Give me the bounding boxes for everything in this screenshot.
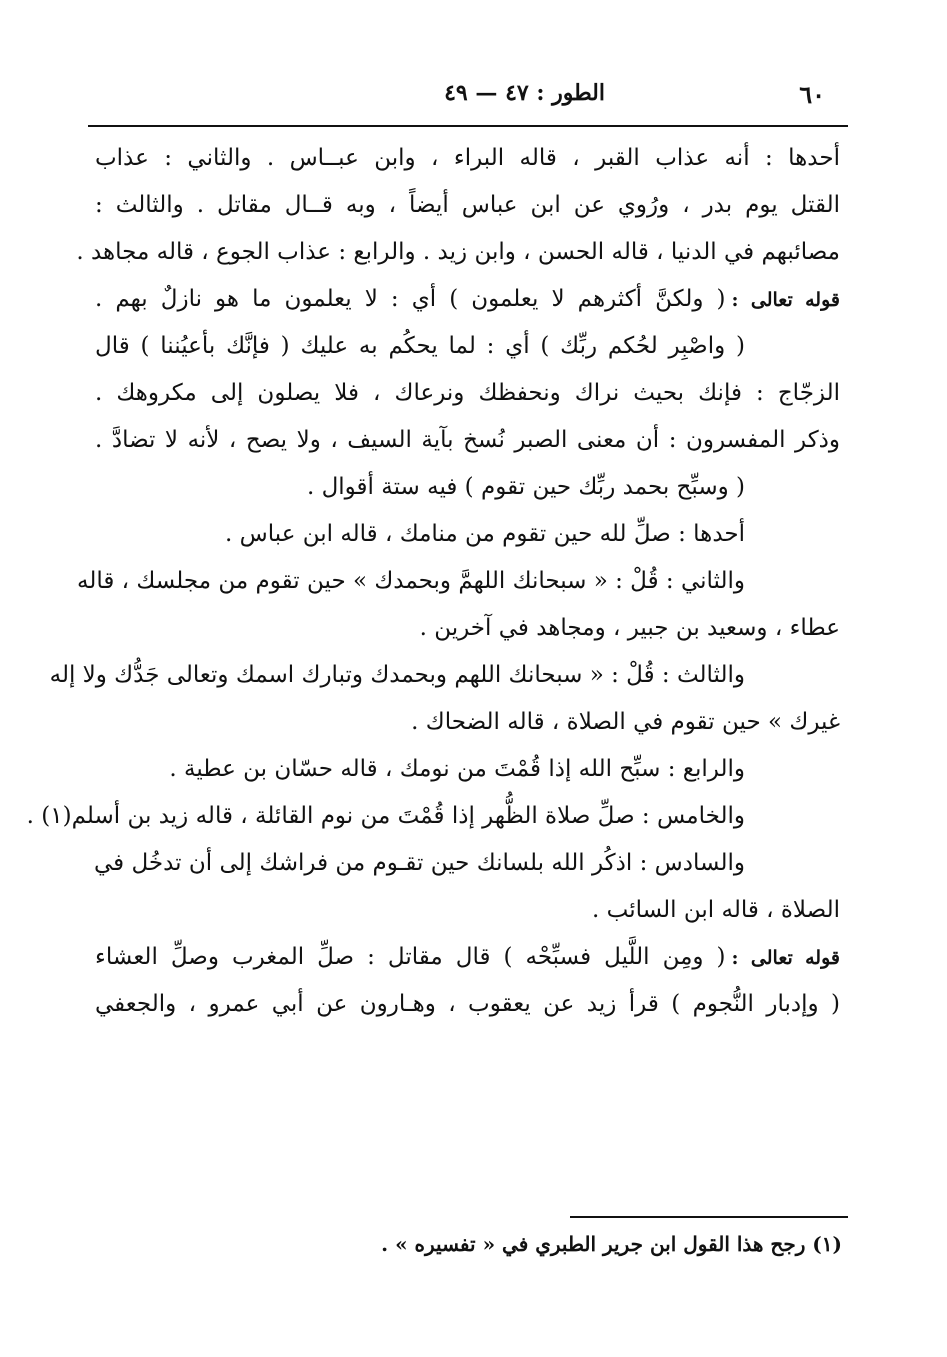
text-line: ( واصْبِر لحُكم ربِّك ) أي : لما يحكُم به عليك ( فإنَّك بأعيُننا ) قال (95, 333, 745, 359)
text-line-body: ( ومِن اللَّيل فسبِّحْه ) قال مقاتل : صلِّ المغرب وصلِّ العشاء (95, 944, 726, 970)
text-line: عطاء ، وسعيد بن جبير ، ومجاهد في آخرين . (419, 615, 840, 641)
text-line: والخامس : صلِّ صلاة الظُّهر إذا قُمْتَ من نوم القائلة ، قاله زيد بن أسلم(١) . (26, 803, 745, 829)
text-line: أحدها : أنه عذاب القبر ، قاله البراء ، وابن عبــاس . والثاني : عذاب (95, 145, 840, 171)
text-line: والثاني : قُلْ : « سبحانك اللهمَّ وبحمدك » حين تقوم من مجلسك ، قاله (77, 568, 745, 594)
header-rule (88, 125, 848, 127)
text-line: غيرك » حين تقوم في الصلاة ، قاله الضحاك . (411, 709, 840, 735)
page-number: ٦٠ (799, 80, 825, 109)
text-line: أحدها : صلِّ لله حين تقوم من منامك ، قاله ابن عباس . (225, 521, 745, 547)
text-line-body: ( ولكنَّ أكثرهم لا يعلمون ) أي : لا يعلمون ما هو نازلٌ بهم . (95, 286, 726, 312)
quote-lead: قوله تعالى : (731, 289, 840, 311)
text-line: والثالث : قُلْ : « سبحانك اللهم وبحمدك وتبارك اسمك وتعالى جَدُّك ولا إله (49, 662, 745, 688)
text-line (95, 276, 840, 323)
text-line: وذكر المفسرون : أن معنى الصبر نُسخ بآية السيف ، ولا يصح ، لأنه لا تضادَّ . (95, 427, 840, 453)
text-line: مصائبهم في الدنيا ، قاله الحسن ، وابن زيد . والرابع : عذاب الجوع ، قاله مجاهد . (76, 239, 840, 265)
text-line: القتل يوم بدر ، ورُوي عن ابن عباس أيضاً ، وبه قــال مقاتل . والثالث : (95, 192, 840, 218)
text-line (95, 934, 840, 981)
quote-lead: قوله تعالى : (731, 947, 840, 969)
text-line: الزجّاج : فإنك بحيث نراك ونحفظك ونرعاك ، فلا يصلون إلى مكروهك . (95, 380, 840, 406)
page-header (90, 80, 845, 114)
running-title: الطور : ٤٧ — ٤٩ (444, 80, 605, 106)
text-line: ( وسبِّح بحمد ربِّك حين تقوم ) فيه ستة أقوال . (306, 474, 745, 500)
body-text (26, 135, 840, 1028)
text-line: والرابع : سبِّح الله إذا قُمْتَ من نومك ، قاله حسّان بن عطية . (169, 756, 745, 782)
footnote-rule (570, 1216, 848, 1218)
text-line: والسادس : اذكُر الله بلسانك حين تقـوم من فراشك إلى أن تدخُل في (93, 850, 745, 876)
text-line: ( وإدبار النُّجوم ) قرأ زيد عن يعقوب ، وهـارون عن أبي عمرو ، والجعفي (95, 991, 840, 1017)
text-line: الصلاة ، قاله ابن السائب . (592, 897, 840, 923)
footnote: (١) رجح هذا القول ابن جرير الطبري في « تفسيره » . (381, 1232, 842, 1256)
